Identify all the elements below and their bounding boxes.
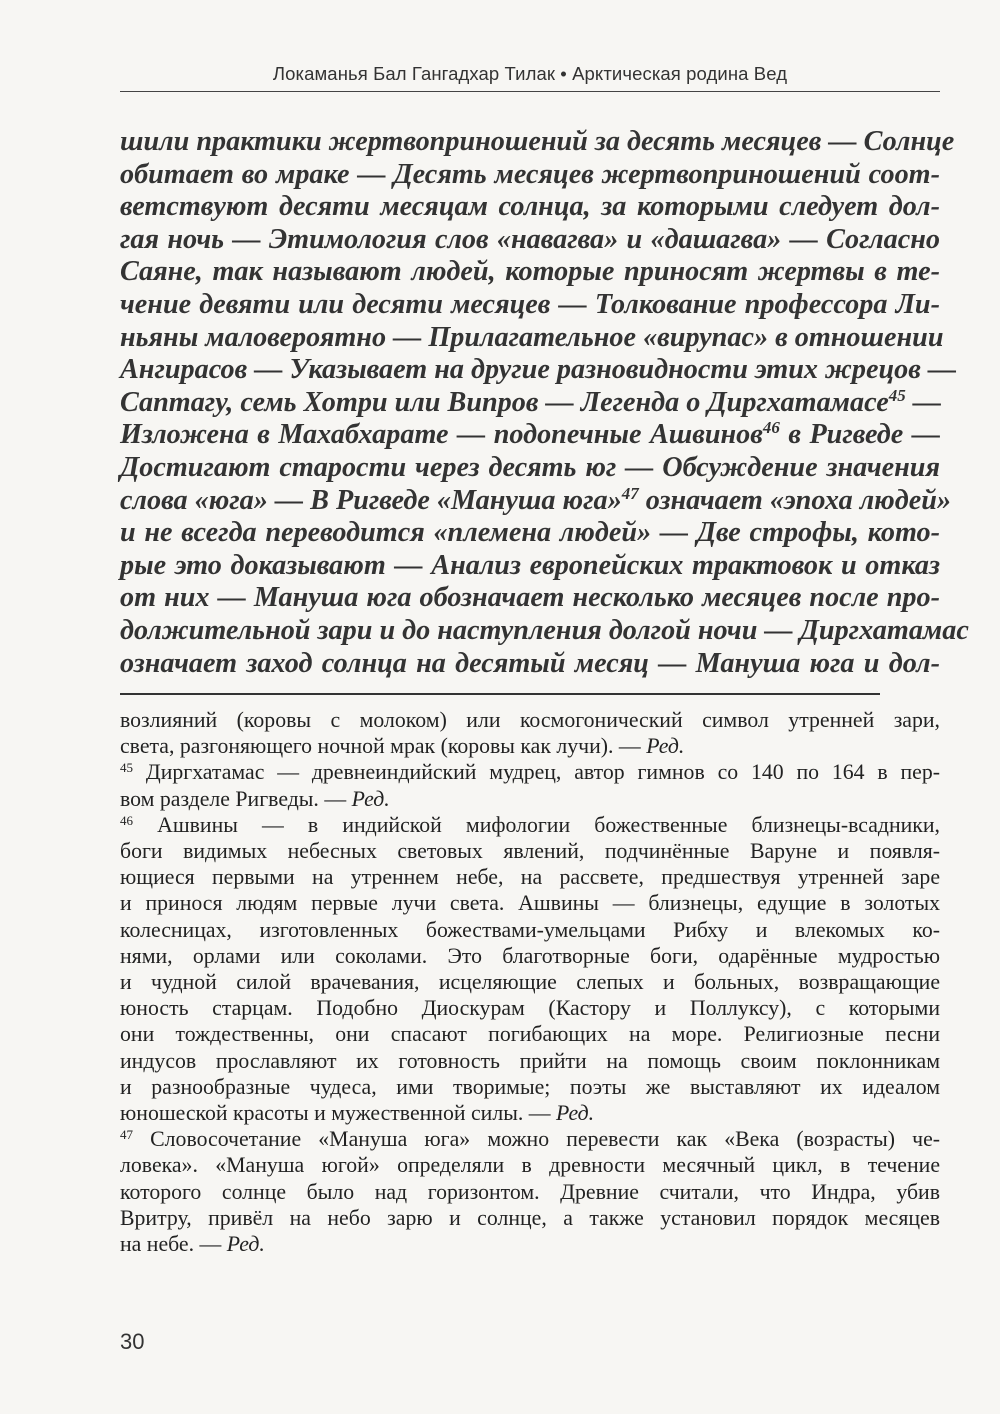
footnote-line: возлияний (коровы с молоком) или космогонический символ утренней зари, [120,708,940,732]
footnote-line: боги видимых небесных световых явлений, подчинённые Варуне и появля- [120,839,940,864]
editor-mark: Ред. [555,1101,595,1126]
footnote-line [120,786,940,812]
footnote-line: индусов прославляют их готовность прийти на помощь своим поклонникам [120,1048,940,1073]
footnote-ref-47[interactable]: 47 [621,483,639,503]
text-segment: вом разделе Ригведы. — [120,786,352,811]
footnote-line: Вритру, привёл на небо зарю и солнце, а также установил порядок месяцев [120,1205,940,1230]
footnote-ref-46[interactable]: 46 [762,418,780,438]
footnote-line: они тождественны, они спасают погибающих на море. Религиозные песни [120,1022,940,1047]
footnote-line: и чудной силой врачевания, исцеляющие слепых и больных, возвращающие [120,970,940,995]
text-line [120,419,940,452]
text-line: Ангирасов — Указывает на другие разновидности этих жрецов — [120,354,957,386]
page-number: 30 [120,1329,145,1354]
text-line [120,387,940,420]
header-rule [120,91,940,92]
footnote-ref-45[interactable]: 45 [888,385,906,405]
footnote-line: и разнообразные чудеса, ими творимые; поэты же выставляют их идеалом [120,1074,940,1099]
text-line [120,483,952,518]
text-segment: Диргхатамас — древнеиндийский мудрец, автор гимнов со 140 по 164 в пер- [133,760,940,785]
text-line: от них — Мануша юга обозначает несколько месяцев после про- [120,582,940,614]
footnote-line: колесницах, изготовленных божествами-умельцами Рибху и влекомых ко- [120,917,940,942]
text-line: Саяне, так называют людей, которые приносят жертвы в те- [120,256,940,288]
footnote-47 [120,1126,940,1152]
editor-mark: Ред. [226,1232,265,1257]
text-segment: означает «эпоха людей» [638,484,952,516]
text-line: обитает во мраке — Десять месяцев жертвоприношений соот- [120,158,940,190]
footnote-line [120,1100,940,1126]
text-line: чение девяти или десяти месяцев — Толкование профессора Ли- [120,288,940,320]
footnote-46 [120,812,940,838]
text-segment: Словосочетание «Мануша юга» можно перевести как «Века (возрасты) че- [133,1127,940,1152]
footnote-number: 47 [120,1127,133,1143]
text-segment: Ашвины — в индийской мифологии божественные близнецы-всадники, [133,812,940,837]
text-segment: Саптагу, семь Хотри или Випров — Легенда о Диргхатамасе [120,386,889,418]
footnotes [120,707,940,1257]
text-segment: юношеской красоты и мужественной силы. — [120,1101,556,1126]
footnote-rule [120,693,880,695]
footnote-45 [120,759,940,785]
footnote-line: ловека». «Мануша югой» определяли в древности месячный цикл, в течение [120,1153,940,1178]
footnote-number: 46 [120,812,133,828]
footnote-number: 45 [120,760,133,776]
editor-mark: Ред. [351,786,390,811]
main-text [120,126,969,680]
footnote-line: юность старцам. Подобно Диоскурам (Кастору и Поллуксу), с которыми [120,996,940,1021]
footnote-line: нями, орлами или соколами. Это благотворные боги, одарённые мудростью [120,943,940,968]
text-segment: слова «юга» — В Ригведе «Мануша юга» [120,484,622,516]
text-segment: света, разгоняющего ночной мрак (коровы как лучи). — [120,734,647,759]
text-line: означает заход солнца на десятый месяц — Мануша юга и дол- [120,647,940,679]
running-head: Локаманья Бал Гангадхар Тилак • Арктическая родина Вед [272,63,788,84]
editor-mark: Ред. [646,734,685,759]
text-segment: — [905,386,941,418]
footnote-line [120,1231,940,1257]
text-line: и не всегда переводится «племена людей» — Две строфы, кото- [120,517,940,549]
text-line: ньяны маловероятно — Прилагательное «вирупас» в отношении [120,321,944,353]
text-line: Достигают старости через десять юг — Обсуждение значения [120,451,940,483]
footnote-line: и принося людям первые лучи света. Ашвины — близнецы, едущие в золотых [120,891,940,916]
footnote-line: которого солнце было над горизонтом. Древние считали, что Индра, убив [120,1179,940,1204]
text-line: гая ночь — Этимология слов «навагва» и «дашагва» — Согласно [120,223,940,255]
text-line: шили практики жертвоприношений за десять месяцев — Солнце [120,126,955,157]
text-line: должительной зари и до наступления долгой ночи — Диргхатамас [120,614,969,646]
text-line: ветствуют десяти месяцам солнца, за которыми следует дол- [120,191,940,223]
text-segment: на небе. — [120,1232,227,1257]
footnote-line: ющиеся первыми на утреннем небе, на рассвете, предшествуя утренней заре [120,865,940,890]
text-segment: в Ригведе — [779,419,940,451]
footnote-line [120,733,940,759]
text-line: рые это доказывают — Анализ европейских трактовок и отказ [120,549,940,581]
text-segment: Изложена в Махабхарате — подопечные Ашвинов [120,419,763,451]
